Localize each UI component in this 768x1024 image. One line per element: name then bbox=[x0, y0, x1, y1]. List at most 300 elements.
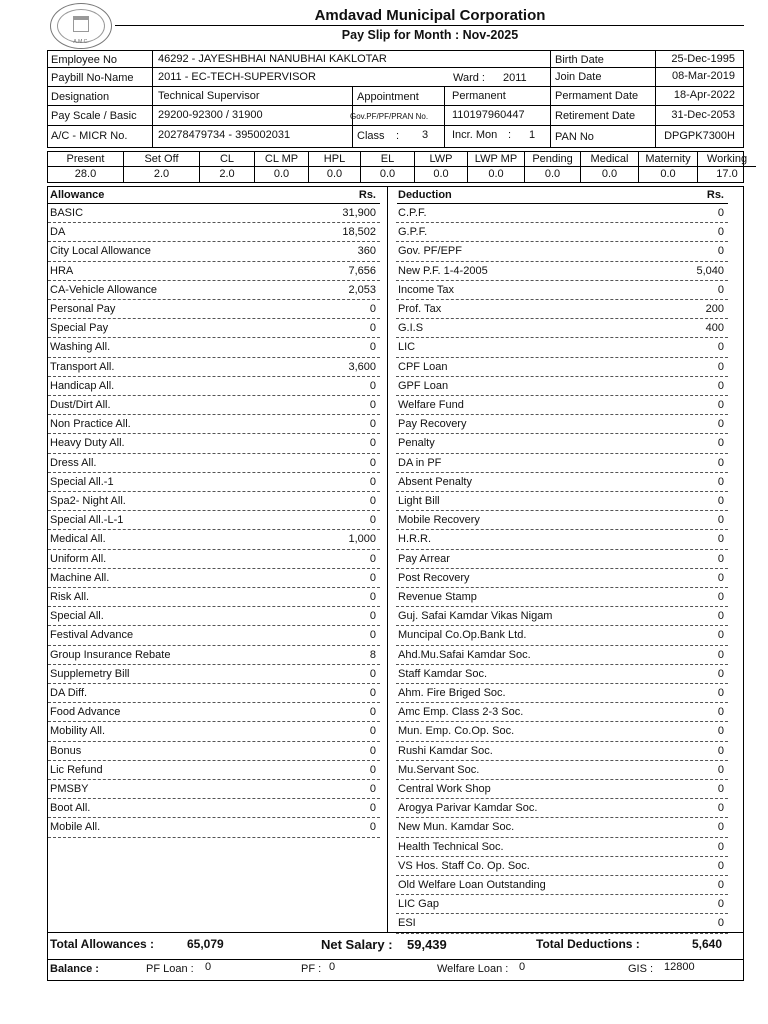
allowance-row bbox=[48, 358, 380, 377]
allowance-name: CA-Vehicle Allowance bbox=[50, 283, 158, 296]
deduction-name: Welfare Fund bbox=[398, 399, 464, 411]
attendance-label: Pending bbox=[525, 152, 580, 167]
incr-mon-value: 1 bbox=[529, 129, 536, 141]
attendance-value: 0.0 bbox=[544, 168, 561, 180]
allowance-amount: 0 bbox=[369, 322, 376, 335]
attendance-label: Medical bbox=[581, 152, 638, 167]
deduction-row bbox=[396, 262, 728, 281]
total-deductions-label: Total Deductions : bbox=[536, 937, 640, 951]
deduction-row bbox=[396, 550, 728, 569]
allowance-name: Washing All. bbox=[50, 341, 111, 354]
total-deductions-value: 5,640 bbox=[692, 937, 723, 951]
attendance-label: EL bbox=[361, 152, 414, 167]
allowance-name: Transport All. bbox=[50, 360, 115, 373]
deduction-name: G.I.S bbox=[398, 322, 424, 335]
allowance-amount: 360 bbox=[357, 245, 376, 258]
allowance-name: Dress All. bbox=[50, 456, 97, 469]
deduction-name: Prof. Tax bbox=[398, 303, 442, 315]
permanent-date-value: 18-Apr-2022 bbox=[673, 89, 735, 101]
deduction-name: H.R.R. bbox=[398, 533, 431, 546]
allowance-row bbox=[48, 242, 380, 261]
pan-value: DPGPK7300H bbox=[664, 130, 735, 142]
allowance-amount: 0 bbox=[369, 552, 376, 565]
deduction-name: Post Recovery bbox=[398, 571, 470, 584]
allowance-row bbox=[48, 434, 380, 453]
allowance-row bbox=[48, 473, 380, 492]
deduction-header bbox=[397, 188, 728, 204]
allowance-amount: 7,656 bbox=[348, 264, 376, 277]
deduction-amount: 0 bbox=[717, 629, 724, 642]
deduction-amount: 0 bbox=[717, 399, 724, 411]
attendance-label: LWP MP bbox=[468, 152, 524, 167]
deduction-name: New Mun. Kamdar Soc. bbox=[398, 821, 515, 834]
allowance-amount: 0 bbox=[369, 475, 376, 488]
allowance-amount: 0 bbox=[369, 725, 376, 738]
pay-scale-label: Pay Scale / Basic bbox=[51, 110, 137, 122]
allowance-row bbox=[48, 454, 380, 473]
allowance-amount: 0 bbox=[369, 763, 376, 776]
allowance-name: HRA bbox=[50, 264, 74, 277]
allowance-amount: 0 bbox=[369, 418, 376, 431]
allowance-row bbox=[48, 646, 380, 665]
retirement-date-label: Retirement Date bbox=[555, 110, 636, 122]
deduction-row bbox=[396, 281, 728, 300]
info-col-divider bbox=[152, 51, 153, 147]
deduction-row bbox=[396, 300, 728, 319]
allowance-row bbox=[48, 530, 380, 549]
deduction-row bbox=[396, 204, 728, 223]
deduction-row bbox=[396, 818, 728, 837]
attendance-cell bbox=[309, 152, 361, 182]
allowance-row bbox=[48, 338, 380, 357]
allowance-name: Heavy Duty All. bbox=[50, 437, 125, 450]
deduction-name: Gov. PF/EPF bbox=[398, 245, 462, 258]
deduction-row bbox=[396, 780, 728, 799]
attendance-value: 0.0 bbox=[326, 168, 343, 180]
deduction-name: New P.F. 1-4-2005 bbox=[398, 264, 488, 277]
deduction-row bbox=[396, 242, 728, 261]
allowance-amount: 0 bbox=[369, 514, 376, 527]
attendance-cell bbox=[468, 152, 525, 182]
allowance-name: Special All.-1 bbox=[50, 475, 114, 488]
deduction-amount: 0 bbox=[717, 226, 724, 239]
attendance-label: Maternity bbox=[639, 152, 697, 167]
allowance-amount: 0 bbox=[369, 629, 376, 642]
deduction-row bbox=[396, 799, 728, 818]
deduction-name: Income Tax bbox=[398, 283, 455, 296]
allowance-row bbox=[48, 569, 380, 588]
allowance-name: Medical All. bbox=[50, 533, 106, 546]
allowance-row bbox=[48, 415, 380, 434]
deduction-amount: 400 bbox=[705, 322, 724, 335]
allowance-name: Machine All. bbox=[50, 571, 110, 584]
deduction-row bbox=[396, 646, 728, 665]
deduction-amount: 0 bbox=[717, 859, 724, 872]
welfare-loan-label: Welfare Loan : bbox=[437, 963, 509, 975]
net-salary-value: 59,439 bbox=[407, 937, 447, 952]
deduction-amount: 0 bbox=[717, 706, 724, 719]
attendance-value: 0.0 bbox=[433, 168, 449, 180]
attendance-cell bbox=[415, 152, 468, 182]
deduction-name: G.P.F. bbox=[398, 226, 428, 239]
deduction-amount: 0 bbox=[717, 495, 724, 507]
deduction-row bbox=[396, 223, 728, 242]
allowance-amount: 0 bbox=[369, 821, 376, 834]
allowance-row bbox=[48, 703, 380, 722]
deduction-amount: 200 bbox=[705, 303, 724, 315]
deduction-amount: 0 bbox=[717, 879, 724, 891]
deduction-row bbox=[396, 358, 728, 377]
allowance-row bbox=[48, 396, 380, 415]
deduction-name: Absent Penalty bbox=[398, 475, 472, 488]
info-col-divider bbox=[655, 51, 656, 147]
allowance-name: Food Advance bbox=[50, 706, 121, 719]
attendance-cell bbox=[639, 152, 698, 182]
allowance-amount: 0 bbox=[369, 303, 376, 315]
deduction-name: Pay Recovery bbox=[398, 418, 467, 431]
appointment-label: Appointment bbox=[357, 91, 419, 103]
allowance-name: Group Insurance Rebate bbox=[50, 648, 171, 661]
deduction-amount: 0 bbox=[717, 245, 724, 258]
allowance-row bbox=[48, 281, 380, 300]
deduction-amount: 0 bbox=[717, 763, 724, 776]
permanent-date-label: Permament Date bbox=[555, 90, 639, 102]
deduction-name: LIC bbox=[398, 341, 416, 354]
deduction-name: DA in PF bbox=[398, 456, 442, 469]
deduction-row bbox=[396, 607, 728, 626]
attendance-value: 0.0 bbox=[379, 168, 396, 180]
deduction-name: Muncipal Co.Op.Bank Ltd. bbox=[398, 629, 527, 642]
allowance-row bbox=[48, 300, 380, 319]
retirement-date-value: 31-Dec-2053 bbox=[671, 109, 735, 121]
allowance-header bbox=[48, 188, 380, 204]
deduction-row bbox=[396, 338, 728, 357]
allowance-amount: 18,502 bbox=[342, 226, 376, 239]
allowance-amount: 1,000 bbox=[348, 533, 376, 546]
deduction-amount: 0 bbox=[717, 687, 724, 699]
attendance-value: 0.0 bbox=[273, 168, 290, 180]
join-date-value: 08-Mar-2019 bbox=[672, 70, 735, 82]
deduction-amount: 0 bbox=[717, 533, 724, 546]
allowance-amount: 3,600 bbox=[348, 360, 376, 373]
allowance-name: Special Pay bbox=[50, 322, 109, 335]
allowance-name: Mobility All. bbox=[50, 725, 106, 738]
employee-no-label: Employee No bbox=[51, 54, 118, 66]
allowance-row bbox=[48, 588, 380, 607]
allowance-row bbox=[48, 818, 380, 837]
deduction-amount: 0 bbox=[717, 437, 724, 450]
deduction-amount: 0 bbox=[717, 591, 724, 603]
allowance-amount: 8 bbox=[369, 648, 376, 661]
deduction-name: Light Bill bbox=[398, 495, 440, 507]
allowance-name: Bonus bbox=[50, 744, 82, 757]
allowance-name: Boot All. bbox=[50, 802, 91, 815]
deduction-amount: 5,040 bbox=[696, 264, 724, 277]
gis-value: 12800 bbox=[664, 961, 695, 973]
ward-label: Ward : bbox=[453, 72, 485, 84]
deduction-amount: 0 bbox=[717, 802, 724, 815]
deduction-row bbox=[396, 473, 728, 492]
amc-logo bbox=[50, 3, 112, 49]
total-allowances-value: 65,079 bbox=[187, 937, 224, 951]
deduction-amount: 0 bbox=[717, 514, 724, 527]
allowance-name: Handicap All. bbox=[50, 379, 115, 392]
balance-divider bbox=[48, 959, 743, 960]
deduction-row bbox=[396, 377, 728, 396]
totals-divider bbox=[48, 932, 743, 933]
allowance-row bbox=[48, 223, 380, 242]
pf-no-value: 110197960447 bbox=[452, 109, 525, 121]
allowance-row bbox=[48, 204, 380, 223]
deduction-amount: 0 bbox=[717, 744, 724, 757]
allowance-amount: 0 bbox=[369, 610, 376, 623]
attendance-cell bbox=[200, 152, 255, 182]
allowance-row bbox=[48, 799, 380, 818]
class-label: Class bbox=[357, 130, 385, 142]
attendance-table bbox=[47, 151, 748, 183]
allowance-name: Supplemetry Bill bbox=[50, 667, 130, 680]
allowance-amount: 0 bbox=[369, 687, 376, 699]
deduction-amount: 0 bbox=[717, 840, 724, 853]
deduction-name: Penalty bbox=[398, 437, 435, 450]
allowance-amount: 0 bbox=[369, 706, 376, 719]
allowance-amount: 0 bbox=[369, 456, 376, 469]
allowance-amount: 31,900 bbox=[342, 207, 376, 219]
deduction-row bbox=[396, 761, 728, 780]
deduction-amount: 0 bbox=[717, 283, 724, 296]
header-divider bbox=[115, 25, 744, 26]
attendance-value: 2.0 bbox=[153, 168, 170, 180]
deduction-name: CPF Loan bbox=[398, 360, 448, 373]
incr-mon-colon: : bbox=[508, 129, 512, 141]
pf-value: 0 bbox=[329, 961, 336, 973]
employee-no-value: 46292 - JAYESHBHAI NANUBHAI KAKLOTAR bbox=[158, 53, 387, 65]
allowance-amount: 0 bbox=[369, 341, 376, 354]
deduction-row bbox=[396, 492, 728, 511]
allowance-name: Lic Refund bbox=[50, 763, 103, 776]
paybill-value: 2011 - EC-TECH-SUPERVISOR bbox=[158, 71, 316, 83]
deduction-row bbox=[396, 914, 728, 933]
attendance-cell bbox=[698, 152, 756, 182]
gis-label: GIS : bbox=[628, 963, 654, 975]
deduction-amount: 0 bbox=[717, 917, 724, 930]
employee-info-table bbox=[47, 50, 744, 148]
allowance-row bbox=[48, 780, 380, 799]
logo-text: A.M.C. bbox=[73, 39, 89, 45]
deduction-name: Mu.Servant Soc. bbox=[398, 763, 480, 776]
class-value: 3 bbox=[422, 129, 429, 141]
deduction-row bbox=[396, 530, 728, 549]
pf-loan-value: 0 bbox=[205, 961, 212, 973]
join-date-label: Join Date bbox=[555, 71, 602, 83]
deduction-row bbox=[396, 684, 728, 703]
deduction-name: Health Technical Soc. bbox=[398, 840, 504, 853]
allowance-row bbox=[48, 492, 380, 511]
ac-micr-value: 20278479734 - 395002031 bbox=[158, 129, 291, 141]
attendance-cell bbox=[48, 152, 124, 182]
allowance-name: DA bbox=[50, 226, 66, 239]
deduction-name: Revenue Stamp bbox=[398, 591, 477, 603]
column-divider bbox=[387, 187, 388, 932]
deduction-row bbox=[396, 722, 728, 741]
deduction-name: VS Hos. Staff Co. Op. Soc. bbox=[398, 859, 530, 872]
attendance-label: CL MP bbox=[255, 152, 308, 167]
deduction-amount: 0 bbox=[717, 571, 724, 584]
attendance-cell bbox=[255, 152, 309, 182]
allowance-row bbox=[48, 607, 380, 626]
attendance-label: LWP bbox=[415, 152, 467, 167]
total-allowances-label: Total Allowances : bbox=[50, 937, 155, 951]
deduction-amount: 0 bbox=[717, 456, 724, 469]
allowance-amount: 0 bbox=[369, 783, 376, 795]
allowance-amount: 0 bbox=[369, 437, 376, 450]
attendance-value: 2.0 bbox=[219, 168, 235, 180]
allowance-row bbox=[48, 262, 380, 281]
deduction-amount: 0 bbox=[717, 360, 724, 373]
allowance-name: Spa2- Night All. bbox=[50, 495, 126, 507]
allowance-row bbox=[48, 684, 380, 703]
allowance-name: Personal Pay bbox=[50, 303, 116, 315]
pf-no-label: Gov.PF/PF/PRAN No. bbox=[350, 112, 429, 121]
deduction-name: C.P.F. bbox=[398, 207, 427, 219]
attendance-cell bbox=[581, 152, 639, 182]
deduction-rs-label: Rs. bbox=[706, 189, 724, 201]
deduction-amount: 0 bbox=[717, 667, 724, 680]
logo-building-emblem bbox=[73, 16, 89, 32]
attendance-cell bbox=[525, 152, 581, 182]
pf-loan-label: PF Loan : bbox=[146, 963, 194, 975]
deduction-row bbox=[396, 319, 728, 338]
attendance-label: Set Off bbox=[124, 152, 199, 167]
birth-date-value: 25-Dec-1995 bbox=[671, 53, 735, 65]
deduction-row bbox=[396, 454, 728, 473]
deduction-amount: 0 bbox=[717, 783, 724, 795]
earnings-deductions-table bbox=[47, 186, 744, 981]
deduction-amount: 0 bbox=[717, 379, 724, 392]
deduction-name: Guj. Safai Kamdar Vikas Nigam bbox=[398, 610, 553, 623]
deduction-name: LIC Gap bbox=[398, 898, 439, 911]
allowance-name: BASIC bbox=[50, 207, 84, 219]
allowance-row bbox=[48, 626, 380, 645]
incr-mon-label: Incr. Mon bbox=[452, 129, 498, 141]
attendance-value: 0.0 bbox=[601, 168, 618, 180]
deduction-row bbox=[396, 626, 728, 645]
deduction-name: Pay Arrear bbox=[398, 552, 450, 565]
designation-label: Designation bbox=[51, 91, 110, 103]
deduction-amount: 0 bbox=[717, 418, 724, 431]
allowance-row bbox=[48, 550, 380, 569]
deduction-row bbox=[396, 876, 728, 895]
pf-label: PF : bbox=[301, 963, 322, 975]
deduction-amount: 0 bbox=[717, 821, 724, 834]
allowance-name: Dust/Dirt All. bbox=[50, 399, 111, 411]
allowance-row bbox=[48, 742, 380, 761]
allowance-row bbox=[48, 722, 380, 741]
allowance-amount: 0 bbox=[369, 399, 376, 411]
deduction-amount: 0 bbox=[717, 725, 724, 738]
deduction-row bbox=[396, 415, 728, 434]
deduction-amount: 0 bbox=[717, 207, 724, 219]
deduction-row bbox=[396, 703, 728, 722]
deduction-name: Staff Kamdar Soc. bbox=[398, 667, 488, 680]
info-col-divider bbox=[444, 86, 445, 147]
deduction-row bbox=[396, 569, 728, 588]
attendance-label: CL bbox=[200, 152, 254, 167]
paybill-label: Paybill No-Name bbox=[51, 72, 134, 84]
deduction-name: Arogya Parivar Kamdar Soc. bbox=[398, 802, 538, 815]
deduction-name: Old Welfare Loan Outstanding bbox=[398, 879, 546, 891]
ward-value: 2011 bbox=[503, 72, 527, 84]
attendance-cell bbox=[124, 152, 200, 182]
pay-scale-value: 29200-92300 / 31900 bbox=[158, 109, 263, 121]
deduction-amount: 0 bbox=[717, 610, 724, 623]
deduction-row bbox=[396, 857, 728, 876]
allowance-name: Uniform All. bbox=[50, 552, 107, 565]
allowance-header-label: Allowance bbox=[50, 189, 105, 201]
allowance-amount: 0 bbox=[369, 802, 376, 815]
attendance-value: 28.0 bbox=[74, 168, 97, 180]
attendance-value: 17.0 bbox=[716, 168, 738, 180]
allowance-row bbox=[48, 319, 380, 338]
allowance-amount: 0 bbox=[369, 591, 376, 603]
deduction-amount: 0 bbox=[717, 341, 724, 354]
deduction-amount: 0 bbox=[717, 552, 724, 565]
welfare-loan-value: 0 bbox=[519, 961, 526, 973]
allowance-name: Non Practice All. bbox=[50, 418, 131, 431]
allowance-amount: 0 bbox=[369, 495, 376, 507]
deduction-amount: 0 bbox=[717, 475, 724, 488]
deduction-name: GPF Loan bbox=[398, 379, 449, 392]
allowance-name: Risk All. bbox=[50, 591, 90, 603]
allowance-amount: 0 bbox=[369, 379, 376, 392]
allowance-row bbox=[48, 761, 380, 780]
allowance-rs-label: Rs. bbox=[358, 189, 376, 201]
deduction-name: Amc Emp. Class 2-3 Soc. bbox=[398, 706, 524, 719]
organization-title: Amdavad Municipal Corporation bbox=[314, 7, 546, 24]
deduction-name: Central Work Shop bbox=[398, 783, 491, 795]
birth-date-label: Birth Date bbox=[555, 54, 604, 66]
allowance-name: Special All.-L-1 bbox=[50, 514, 124, 527]
deduction-amount: 0 bbox=[717, 898, 724, 911]
allowance-row bbox=[48, 665, 380, 684]
info-col-divider bbox=[550, 51, 551, 147]
attendance-value: 0.0 bbox=[488, 168, 504, 180]
deduction-row bbox=[396, 511, 728, 530]
ac-micr-label: A/C - MICR No. bbox=[51, 130, 128, 142]
deduction-name: Mobile Recovery bbox=[398, 514, 480, 527]
net-salary-label: Net Salary : bbox=[321, 937, 393, 952]
attendance-label: Present bbox=[48, 152, 123, 167]
deduction-name: Rushi Kamdar Soc. bbox=[398, 744, 493, 757]
attendance-label: Working bbox=[698, 152, 756, 167]
deduction-row bbox=[396, 838, 728, 857]
deduction-name: Ahd.Mu.Safai Kamdar Soc. bbox=[398, 648, 531, 661]
deduction-header-label: Deduction bbox=[398, 189, 452, 201]
allowance-name: Festival Advance bbox=[50, 629, 134, 642]
allowance-amount: 0 bbox=[369, 744, 376, 757]
allowance-row bbox=[48, 511, 380, 530]
allowance-row bbox=[48, 377, 380, 396]
deduction-row bbox=[396, 895, 728, 914]
balance-label: Balance : bbox=[50, 963, 99, 975]
deduction-amount: 0 bbox=[717, 648, 724, 661]
allowance-name: PMSBY bbox=[50, 783, 89, 795]
payslip-title: Pay Slip for Month : Nov-2025 bbox=[341, 28, 519, 42]
deduction-row bbox=[396, 396, 728, 415]
deduction-row bbox=[396, 588, 728, 607]
class-colon: : bbox=[396, 130, 400, 142]
allowance-name: DA Diff. bbox=[50, 687, 88, 699]
